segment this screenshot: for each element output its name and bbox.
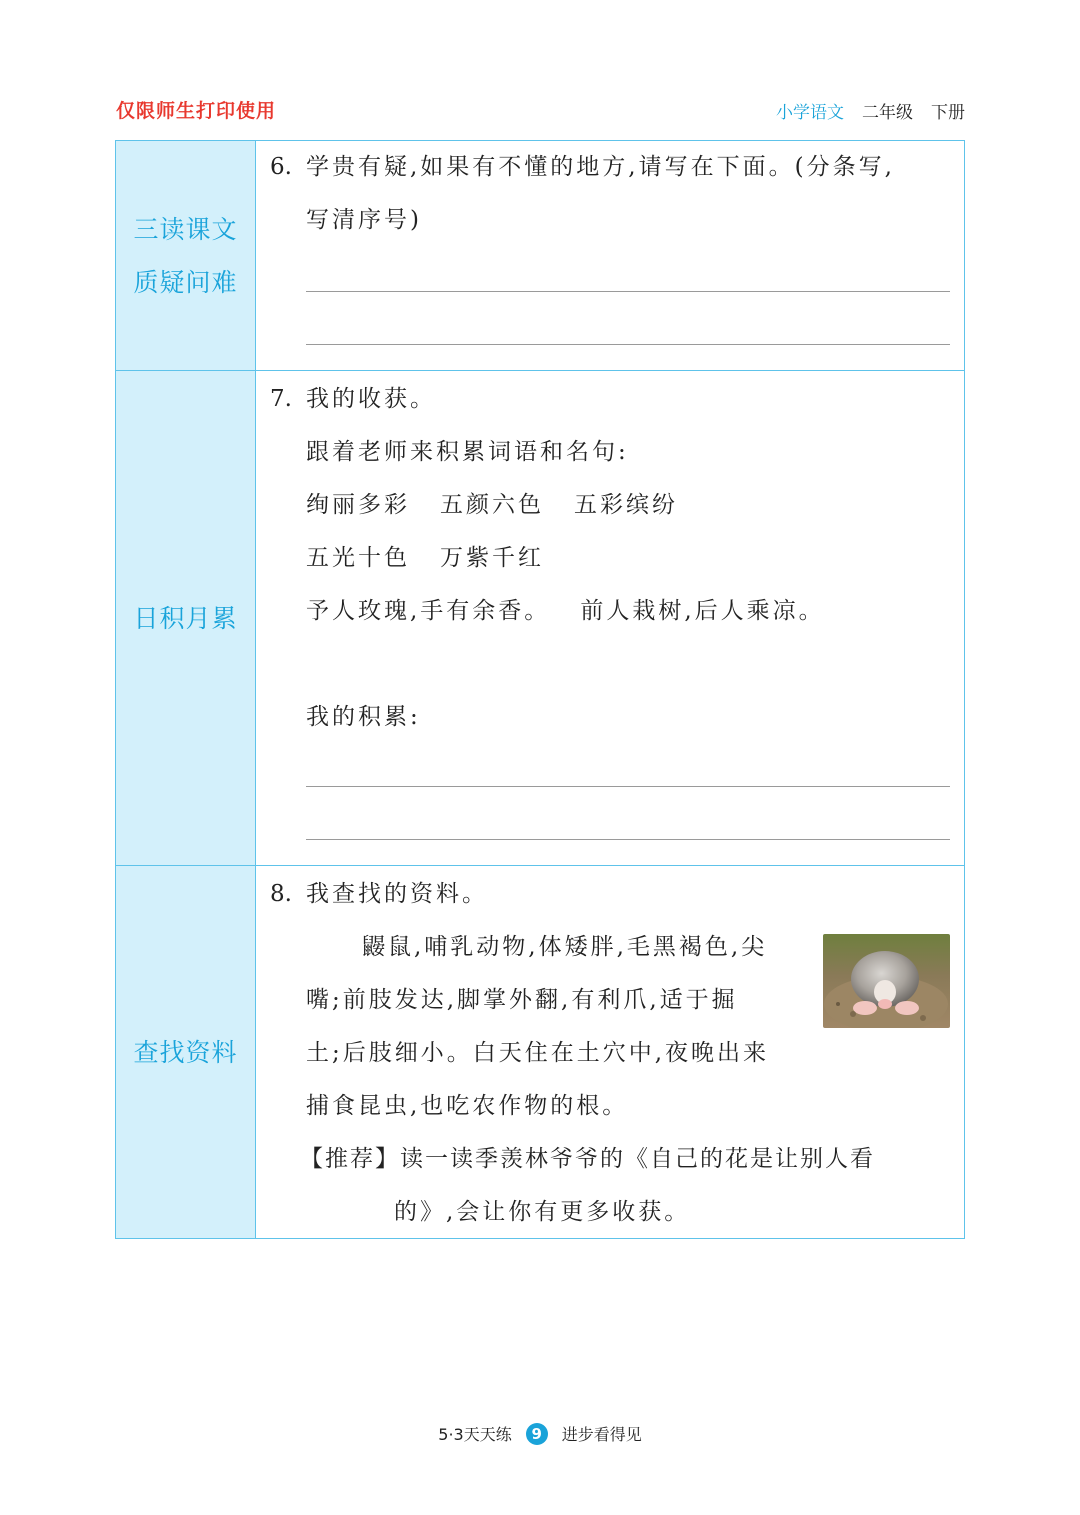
word: 五彩缤纷 — [574, 492, 678, 518]
subject: 小学语文 — [776, 103, 844, 123]
label-text: 查找资料 — [133, 1037, 238, 1067]
word-row — [270, 532, 950, 585]
label-text: 日积月累 — [133, 603, 238, 633]
spacer — [270, 638, 950, 691]
answer-line[interactable] — [306, 786, 950, 787]
footer-brand: 5·3天天练 — [438, 1425, 512, 1444]
mole-image — [823, 934, 950, 1028]
question-text: 学贵有疑,如果有不懂的地方,请写在下面。(分条写, — [306, 154, 895, 180]
page-footer — [0, 1422, 1080, 1445]
word-row — [270, 479, 950, 532]
section-question — [116, 141, 964, 371]
paragraph-line: 鼹鼠,哺乳动物,体矮胖,毛黑褐色,尖 — [362, 934, 768, 960]
word: 五光十色 — [306, 545, 410, 571]
section-research — [116, 866, 964, 1238]
section-content — [256, 866, 964, 1238]
section-label — [116, 371, 256, 865]
volume: 下册 — [931, 103, 965, 123]
recommend-text: 读一读季羡林爷爷的《自己的花是让别人看 — [400, 1146, 875, 1172]
label-line: 三读课文 — [133, 214, 238, 244]
section-content — [256, 141, 964, 370]
question-number: 8. — [270, 881, 292, 907]
worksheet-table — [115, 140, 965, 1239]
my-accumulation-label: 我的积累: — [306, 704, 421, 730]
question-line — [270, 868, 950, 921]
paragraph-line: 捕食昆虫,也吃农作物的根。 — [306, 1093, 629, 1119]
answer-line[interactable] — [306, 344, 950, 345]
answer-line[interactable] — [306, 839, 950, 840]
proverb: 予人玫瑰,手有余香。 — [306, 598, 551, 624]
question-title: 我查找的资料。 — [306, 881, 488, 907]
recommend-line — [270, 1133, 950, 1186]
recommend-label: 【推荐】 — [300, 1146, 400, 1172]
word: 万紫千红 — [440, 545, 544, 571]
proverb: 前人栽树,后人乘凉。 — [580, 598, 825, 624]
mole-photo — [823, 934, 950, 1028]
grade: 二年级 — [862, 103, 913, 123]
section-accumulation — [116, 371, 964, 866]
recommend-line: 的》,会让你有更多收获。 — [394, 1199, 691, 1225]
word: 绚丽多彩 — [306, 492, 410, 518]
label-line: 质疑问难 — [133, 267, 238, 297]
page-number: 9 — [526, 1423, 548, 1445]
book-info — [776, 98, 965, 123]
footer-slogan: 进步看得见 — [561, 1425, 642, 1444]
question-line: 写清序号) — [306, 207, 422, 233]
section-content — [256, 371, 964, 865]
question-number: 6. — [270, 154, 292, 180]
paragraph-line: 土;后肢细小。白天住在土穴中,夜晚出来 — [306, 1040, 770, 1066]
proverb-row — [270, 585, 950, 638]
answer-line[interactable] — [306, 291, 950, 292]
section-label — [116, 141, 256, 370]
question-title: 我的收获。 — [306, 386, 436, 412]
print-notice: 仅限师生打印使用 — [116, 100, 277, 122]
intro-text: 跟着老师来积累词语和名句: — [306, 439, 629, 465]
paragraph-line: 嘴;前肢发达,脚掌外翻,有利爪,适于掘 — [306, 987, 738, 1013]
word: 五颜六色 — [440, 492, 544, 518]
question-line — [270, 141, 950, 194]
section-label — [116, 866, 256, 1238]
question-line — [270, 373, 950, 426]
question-number: 7. — [270, 386, 292, 412]
